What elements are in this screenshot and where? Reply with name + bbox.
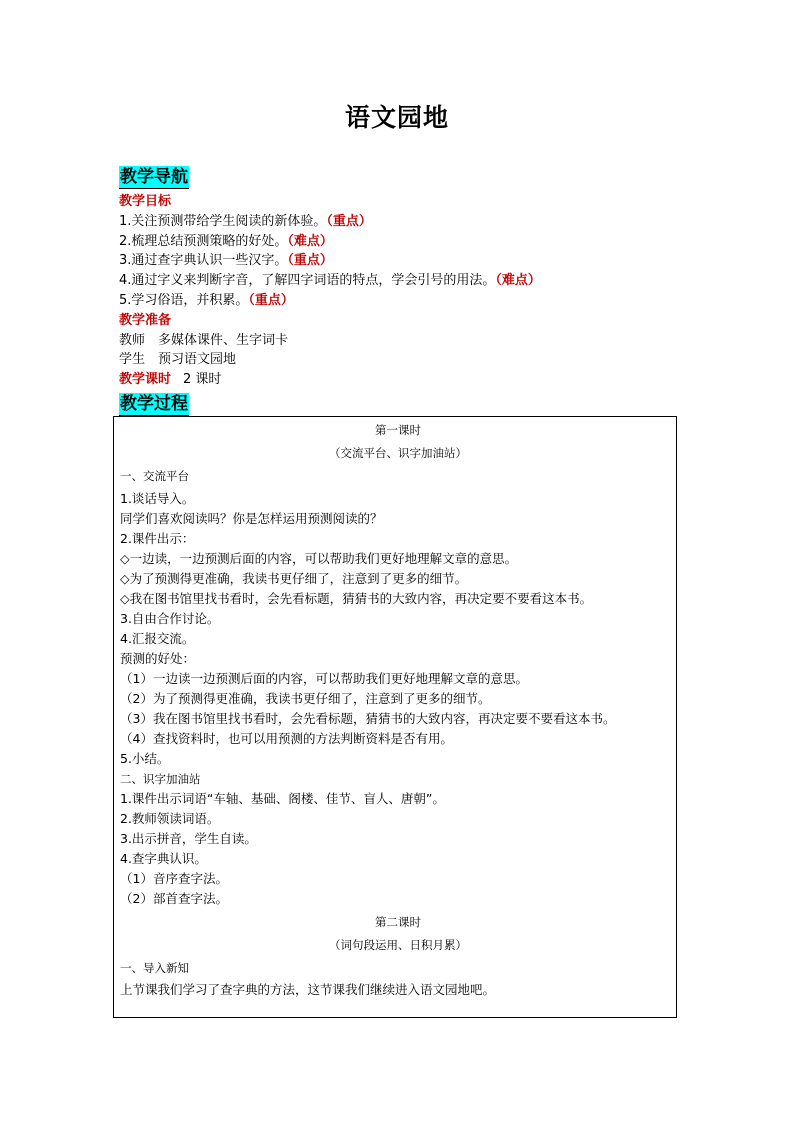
preparation-teacher: 教师 多媒体课件、生字词卡 xyxy=(119,332,289,348)
list-item: 二、识字加油站 xyxy=(120,772,201,786)
lesson2-subtitle: （词句段运用、日积月累） xyxy=(329,938,467,952)
list-item: 预测的好处： xyxy=(120,651,196,666)
objective-tag: （难点） xyxy=(495,273,541,289)
lesson2-title: 第二课时 xyxy=(375,915,421,929)
list-item: 5.小结。 xyxy=(120,751,170,766)
objectives-list xyxy=(119,212,679,311)
list-item: ◇为了预测得更准确，我读书更仔细了，注意到了更多的细节。 xyxy=(120,571,468,586)
list-item: 一、交流平台 xyxy=(120,469,189,483)
objective-item xyxy=(119,291,679,311)
process-heading: 教学过程 xyxy=(120,393,188,414)
list-item: 3.自由合作讨论。 xyxy=(120,611,220,626)
nav-heading: 教学导航 xyxy=(120,167,188,187)
list-item: （2）为了预测得更准确，我读书更仔细了，注意到了更多的细节。 xyxy=(120,691,491,706)
list-item: 4.汇报交流。 xyxy=(120,631,195,646)
objective-item xyxy=(119,212,679,232)
process-cell xyxy=(114,420,676,1000)
list-item: 4.查字典认识。 xyxy=(120,851,207,866)
objectives-label: 教学目标 xyxy=(119,194,172,209)
teaching-plan-header xyxy=(119,166,679,417)
process-table xyxy=(113,416,677,1018)
objective-text: 4.通过字义来判断字音，了解四字词语的特点，学会引号的用法。 xyxy=(119,273,496,289)
list-item: 2.教师领读词语。 xyxy=(120,811,220,826)
hours-value: 2 课时 xyxy=(183,372,222,388)
list-item: 1.谈话导入。 xyxy=(120,491,195,506)
objective-tag: （难点） xyxy=(287,233,333,249)
hours-label: 教学课时 xyxy=(119,372,172,388)
list-item: 一、导入新知 xyxy=(120,961,189,975)
list-item: 3.出示拼音，学生自读。 xyxy=(120,831,257,846)
objective-item xyxy=(119,232,679,252)
objective-tag: （重点） xyxy=(287,253,333,269)
objective-text: 5.学习俗语，并积累。 xyxy=(119,292,249,308)
preparation-student: 学生 预习语文园地 xyxy=(119,352,237,368)
list-item: （4）查找资料时，也可以用预测的方法判断资料是否有用。 xyxy=(120,731,453,746)
list-item: 2.课件出示： xyxy=(120,531,195,546)
list-item: 1.课件出示词语“车轴、基础、阁楼、佳节、盲人、唐朝”。 xyxy=(120,791,445,806)
objective-text: 3.通过查字典认识一些汉字。 xyxy=(119,253,288,269)
list-item: （1）音序查字法。 xyxy=(120,871,228,886)
objective-tag: （重点） xyxy=(248,292,294,308)
list-item: （2）部首查字法。 xyxy=(120,891,228,906)
list-item: 上节课我们学习了查字典的方法，这节课我们继续进入语文园地吧。 xyxy=(120,982,496,997)
list-item: ◇一边读，一边预测后面的内容，可以帮助我们更好地理解文章的意思。 xyxy=(120,551,518,566)
lesson1-subtitle: （交流平台、识字加油站） xyxy=(329,446,467,460)
objective-item xyxy=(119,271,679,291)
list-item: ◇我在图书馆里找书看时，会先看标题，猜猜书的大致内容，再决定要不要看这本书。 xyxy=(120,591,593,606)
list-item: （1）一边读一边预测后面的内容，可以帮助我们更好地理解文章的意思。 xyxy=(120,671,528,686)
page-title: 语文园地 xyxy=(344,103,449,132)
list-item: （3）我在图书馆里找书看时，会先看标题，猜猜书的大致内容，再决定要不要看这本书。 xyxy=(120,711,616,726)
objective-item xyxy=(119,251,679,271)
preparation-label: 教学准备 xyxy=(119,312,172,328)
lesson1-title: 第一课时 xyxy=(375,423,421,437)
list-item: 同学们喜欢阅读吗？你是怎样运用预测阅读的？ xyxy=(120,511,383,526)
hours-line xyxy=(119,370,679,390)
objective-text: 2.梳理总结预测策略的好处。 xyxy=(119,233,288,249)
objective-tag: （重点） xyxy=(326,213,372,229)
objective-text: 1.关注预测带给学生阅读的新体验。 xyxy=(119,213,327,229)
